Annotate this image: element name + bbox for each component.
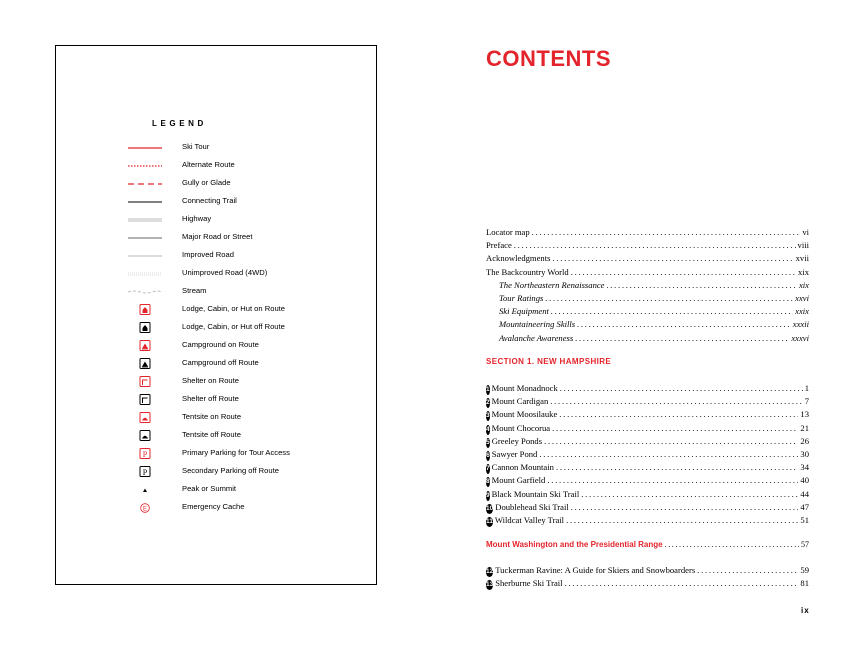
toc-entry-title: Mount Chocorua	[491, 422, 551, 433]
solid-black-line-symbol	[126, 195, 164, 207]
toc-page-number: 40	[800, 475, 809, 486]
toc-leader-dots	[565, 577, 799, 590]
legend-item-label: Ski Tour	[182, 142, 210, 151]
dotted-red-line-symbol	[126, 159, 164, 171]
tour-number-badge: 6	[486, 452, 490, 459]
tour-number-badge: 1	[486, 386, 490, 393]
toc-leader-dots	[547, 474, 798, 487]
campground-icon	[126, 339, 164, 351]
toc-entry-title: Ski Equipment	[499, 306, 549, 317]
legend-item-label: Shelter on Route	[182, 376, 239, 385]
tour-number-badge: 7	[486, 465, 490, 473]
toc-leader-dots	[556, 461, 798, 474]
legend-item	[126, 231, 366, 243]
toc-entry	[499, 292, 809, 305]
legend-item	[126, 213, 366, 225]
legend-item-label: Lodge, Cabin, or Hut off Route	[182, 322, 285, 331]
tour-number-badge: 9	[486, 491, 490, 499]
toc-entry	[499, 332, 809, 345]
toc-leader-dots	[545, 292, 793, 305]
toc-tour-entry	[486, 514, 809, 527]
toc-tour-entry	[486, 461, 809, 474]
toc-entry-title: Doublehead Ski Trail	[495, 501, 569, 512]
legend-item-label: Connecting Trail	[182, 196, 237, 205]
legend-item-label: Shelter off Route	[182, 394, 239, 403]
toc-leader-dots	[552, 422, 798, 435]
solid-red-line-symbol	[126, 141, 164, 153]
tour-number-badge: 3	[486, 412, 490, 420]
toc-page-number: 59	[800, 565, 809, 575]
legend-item-label: Highway	[182, 214, 212, 223]
svg-text:P: P	[142, 450, 148, 459]
toc-entry-title: Acknowledgments	[486, 253, 551, 264]
legend-item-label: Campground on Route	[182, 340, 259, 349]
legend-item	[126, 501, 366, 513]
toc-page-number: xxvi	[795, 293, 809, 303]
toc-leader-dots	[560, 382, 803, 395]
toc-tour-entry	[486, 577, 809, 590]
legend-item-label: Improved Road	[182, 250, 234, 259]
toc-leader-dots	[514, 239, 796, 252]
toc-leader-dots	[559, 408, 798, 421]
toc-entry-title: Mount Garfield	[491, 475, 546, 486]
toc-tour-entry	[486, 448, 809, 461]
tour-number-badge: 12	[486, 568, 494, 575]
toc-page-number: vi	[802, 227, 809, 237]
parking-icon	[126, 465, 164, 477]
toc-tour-entry	[486, 488, 809, 501]
toc-entry-title: Tour Ratings	[499, 293, 544, 303]
toc-entry-title: Mount Monadnock	[491, 383, 558, 393]
toc-entry	[486, 226, 809, 239]
toc-leader-dots	[577, 318, 791, 331]
tour-number-badge: 2	[486, 399, 490, 407]
legend-item-label: Major Road or Street	[182, 232, 253, 241]
toc-entry-title: Black Mountain Ski Trail	[491, 488, 580, 499]
legend-title: LEGEND	[152, 119, 207, 128]
legend-item	[126, 249, 366, 261]
legend-item	[126, 285, 366, 297]
legend-item-label: Gully or Glade	[182, 178, 231, 187]
legend-item-label: Emergency Cache	[182, 502, 245, 511]
toc-leader-dots	[566, 514, 798, 527]
legend-item	[126, 483, 366, 495]
toc-leader-dots	[571, 266, 796, 279]
tentsite-icon	[126, 429, 164, 441]
toc-entry	[486, 239, 809, 252]
campground-icon	[126, 357, 164, 369]
toc-tour-entry	[486, 474, 809, 487]
contents-title: CONTENTS	[486, 46, 611, 71]
svg-text:P: P	[142, 468, 148, 477]
toc-tour-entry	[486, 564, 809, 577]
toc-tour-entry	[486, 422, 809, 435]
toc-leader-dots	[575, 332, 789, 345]
toc-leader-dots	[665, 538, 799, 551]
toc-page-number: 30	[800, 449, 809, 459]
tour-number-badge: 11	[486, 518, 493, 525]
toc-tour-entry	[486, 408, 809, 421]
toc-leader-dots	[552, 252, 793, 265]
legend-item	[126, 267, 366, 279]
double-gray-line-symbol	[126, 213, 164, 225]
legend-item	[126, 447, 366, 459]
parking-icon	[126, 447, 164, 459]
legend-item	[126, 393, 366, 405]
dashed-red-line-symbol	[126, 177, 164, 189]
gray-line-symbol	[126, 231, 164, 243]
toc-page-number: 44	[800, 488, 809, 499]
dashed-gray-line-symbol	[126, 285, 164, 297]
toc-page-number: 26	[800, 435, 809, 446]
legend-item	[126, 177, 366, 189]
toc-entry	[486, 266, 809, 279]
tour-number-badge: 5	[486, 438, 490, 446]
toc-tour-entry	[486, 395, 809, 408]
toc-subsection-title: Mount Washington and the Presidential Range	[486, 540, 663, 549]
toc-tour-entry	[486, 382, 809, 395]
lodge-icon	[126, 321, 164, 333]
tentsite-icon	[126, 411, 164, 423]
toc-page-number: 57	[801, 540, 809, 549]
toc-page-number: xxix	[795, 306, 809, 317]
legend-item-label: Tentsite on Route	[182, 412, 242, 421]
legend-item	[126, 465, 366, 477]
legend-item	[126, 321, 366, 333]
toc-tour-entry	[486, 501, 809, 514]
legend-item-label: Alternate Route	[182, 160, 235, 169]
legend-item	[126, 303, 366, 315]
legend-item	[126, 339, 366, 351]
toc-leader-dots	[550, 395, 802, 408]
toc-page-number: xvii	[795, 253, 809, 264]
toc-page-number: xix	[798, 279, 809, 290]
toc-entry-title: Wildcat Valley Trail	[494, 515, 565, 525]
legend-item	[126, 429, 366, 441]
toc-entry	[499, 318, 809, 331]
toc-page-number: xix	[798, 266, 809, 277]
toc-entry	[486, 252, 809, 265]
toc-page-number: xxxii	[792, 319, 809, 330]
toc-entry-title: Preface	[486, 240, 512, 251]
toc-leader-dots	[697, 564, 798, 577]
dotted-gray-line-symbol	[126, 267, 164, 279]
toc-leader-dots	[581, 488, 798, 501]
lodge-icon	[126, 303, 164, 315]
toc-leader-dots	[544, 435, 798, 448]
toc-entry-title: Mountaineering Skills	[499, 319, 576, 330]
light-gray-line-symbol	[126, 249, 164, 261]
legend-item	[126, 159, 366, 171]
legend-item-label: Campground off Route	[182, 358, 259, 367]
toc-entry-title: Sawyer Pond	[491, 449, 538, 459]
legend-box	[55, 45, 377, 585]
toc-entry-title: Mount Cardigan	[491, 396, 549, 407]
shelter-icon	[126, 375, 164, 387]
toc-leader-dots	[532, 226, 801, 239]
legend-item	[126, 375, 366, 387]
toc-leader-dots	[607, 279, 797, 292]
toc-leader-dots	[551, 305, 793, 318]
legend-item-label: Unimproved Road (4WD)	[182, 268, 268, 277]
emergency-cache-icon	[126, 501, 164, 513]
toc-entry-title: Cannon Mountain	[491, 462, 554, 473]
toc-page-number: 21	[800, 422, 809, 433]
legend-item	[126, 195, 366, 207]
peak-icon	[126, 483, 164, 495]
tour-number-badge: 13	[486, 581, 494, 589]
toc-page-number: 13	[800, 409, 809, 420]
section-heading-new-hampshire: SECTION 1. NEW HAMPSHIRE	[486, 357, 612, 366]
toc-entry-title: The Northeastern Renaissance	[499, 279, 605, 290]
toc-entry-title: Locator map	[486, 227, 530, 237]
toc-entry-title: Greeley Ponds	[491, 435, 543, 446]
legend-item-label: Primary Parking for Tour Access	[182, 448, 290, 457]
toc-entry	[499, 279, 809, 292]
legend-item	[126, 141, 366, 153]
legend-item-label: Stream	[182, 286, 207, 295]
toc-tour-entry	[486, 435, 809, 448]
toc-page-number: 81	[800, 578, 809, 589]
shelter-icon	[126, 393, 164, 405]
toc-page-number: 7	[804, 396, 809, 407]
toc-page-number: 1	[804, 383, 809, 393]
legend-item-label: Secondary Parking off Route	[182, 466, 279, 475]
toc-page-number: viii	[797, 240, 809, 251]
page-folio: ix	[801, 606, 810, 615]
legend-item-label: Peak or Summit	[182, 484, 237, 493]
toc-page-number: 51	[800, 515, 809, 525]
legend-item-label: Tentsite off Route	[182, 430, 241, 439]
svg-text:E: E	[142, 506, 148, 513]
tour-number-badge: 10	[486, 504, 494, 512]
toc-entry	[499, 305, 809, 318]
toc-page-number: 47	[800, 501, 809, 512]
toc-entry-title: Avalanche Awareness	[499, 332, 574, 343]
legend-item-label: Lodge, Cabin, or Hut on Route	[182, 304, 286, 313]
toc-entry-title: Sherburne Ski Trail	[495, 578, 563, 589]
toc-leader-dots	[571, 501, 799, 514]
toc-subsection-presidential-range	[486, 538, 809, 551]
toc-entry-title: Tuckerman Ravine: A Guide for Skiers and Snowboarders	[495, 565, 696, 575]
legend-item	[126, 357, 366, 369]
toc-leader-dots	[539, 448, 798, 461]
toc-page-number: xxxvi	[791, 332, 809, 343]
toc-entry-title: Mount Moosilauke	[491, 409, 558, 420]
toc-page-number: 34	[800, 462, 809, 473]
tour-number-badge: 8	[486, 478, 490, 486]
tour-number-badge: 4	[486, 425, 490, 433]
legend-item	[126, 411, 366, 423]
toc-entry-title: The Backcountry World	[486, 266, 569, 277]
